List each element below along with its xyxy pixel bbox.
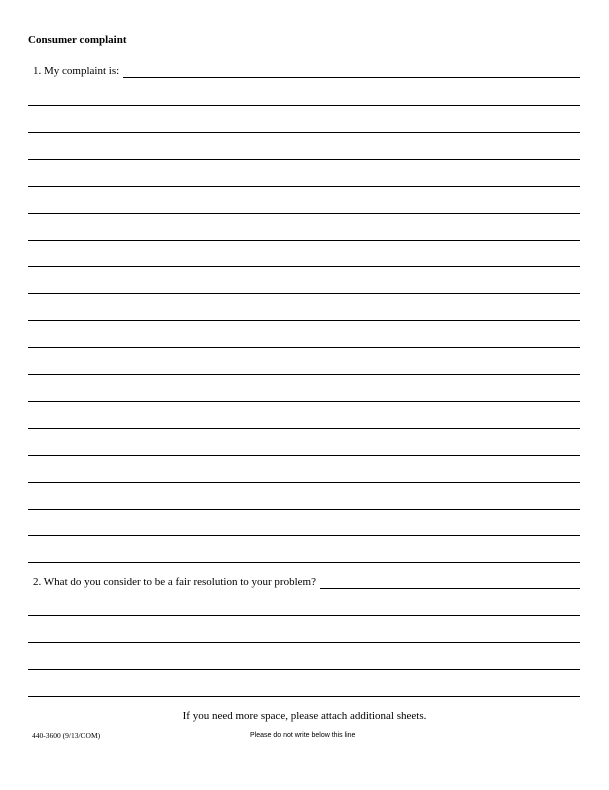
- answer-line[interactable]: [28, 374, 580, 375]
- answer-line[interactable]: [28, 642, 580, 643]
- answer-line[interactable]: [28, 509, 580, 510]
- answer-line[interactable]: [28, 347, 580, 348]
- answer-line[interactable]: [28, 669, 580, 670]
- question-2-row: [33, 576, 580, 589]
- answer-line[interactable]: [28, 266, 580, 267]
- question-2-label: 2. What do you consider to be a fair resolution to your problem?: [33, 576, 316, 588]
- answer-line[interactable]: [28, 535, 580, 536]
- answer-line[interactable]: [28, 159, 580, 160]
- answer-line[interactable]: [28, 105, 580, 106]
- form-code: 440-3600 (9/13/COM): [32, 731, 101, 740]
- answer-line[interactable]: [28, 401, 580, 402]
- answer-line[interactable]: [28, 455, 580, 456]
- answer-line[interactable]: [28, 213, 580, 214]
- answer-line[interactable]: [28, 428, 580, 429]
- answer-line[interactable]: [28, 293, 580, 294]
- question-1-label: 1. My complaint is:: [33, 65, 120, 77]
- answer-line[interactable]: [28, 615, 580, 616]
- answer-line[interactable]: [28, 320, 580, 321]
- question-1-answer-field[interactable]: [123, 66, 580, 78]
- answer-line[interactable]: [28, 132, 580, 133]
- question-1-row: [33, 65, 580, 78]
- form-title: Consumer complaint: [28, 34, 127, 46]
- answer-line[interactable]: [28, 240, 580, 241]
- answer-line[interactable]: [28, 562, 580, 563]
- question-2-answer-field[interactable]: [320, 577, 580, 589]
- answer-line[interactable]: [28, 696, 580, 697]
- answer-line[interactable]: [28, 186, 580, 187]
- do-not-write-note: Please do not write below this line: [250, 732, 356, 739]
- more-space-note: If you need more space, please attach additional sheets.: [182, 710, 427, 722]
- answer-line[interactable]: [28, 482, 580, 483]
